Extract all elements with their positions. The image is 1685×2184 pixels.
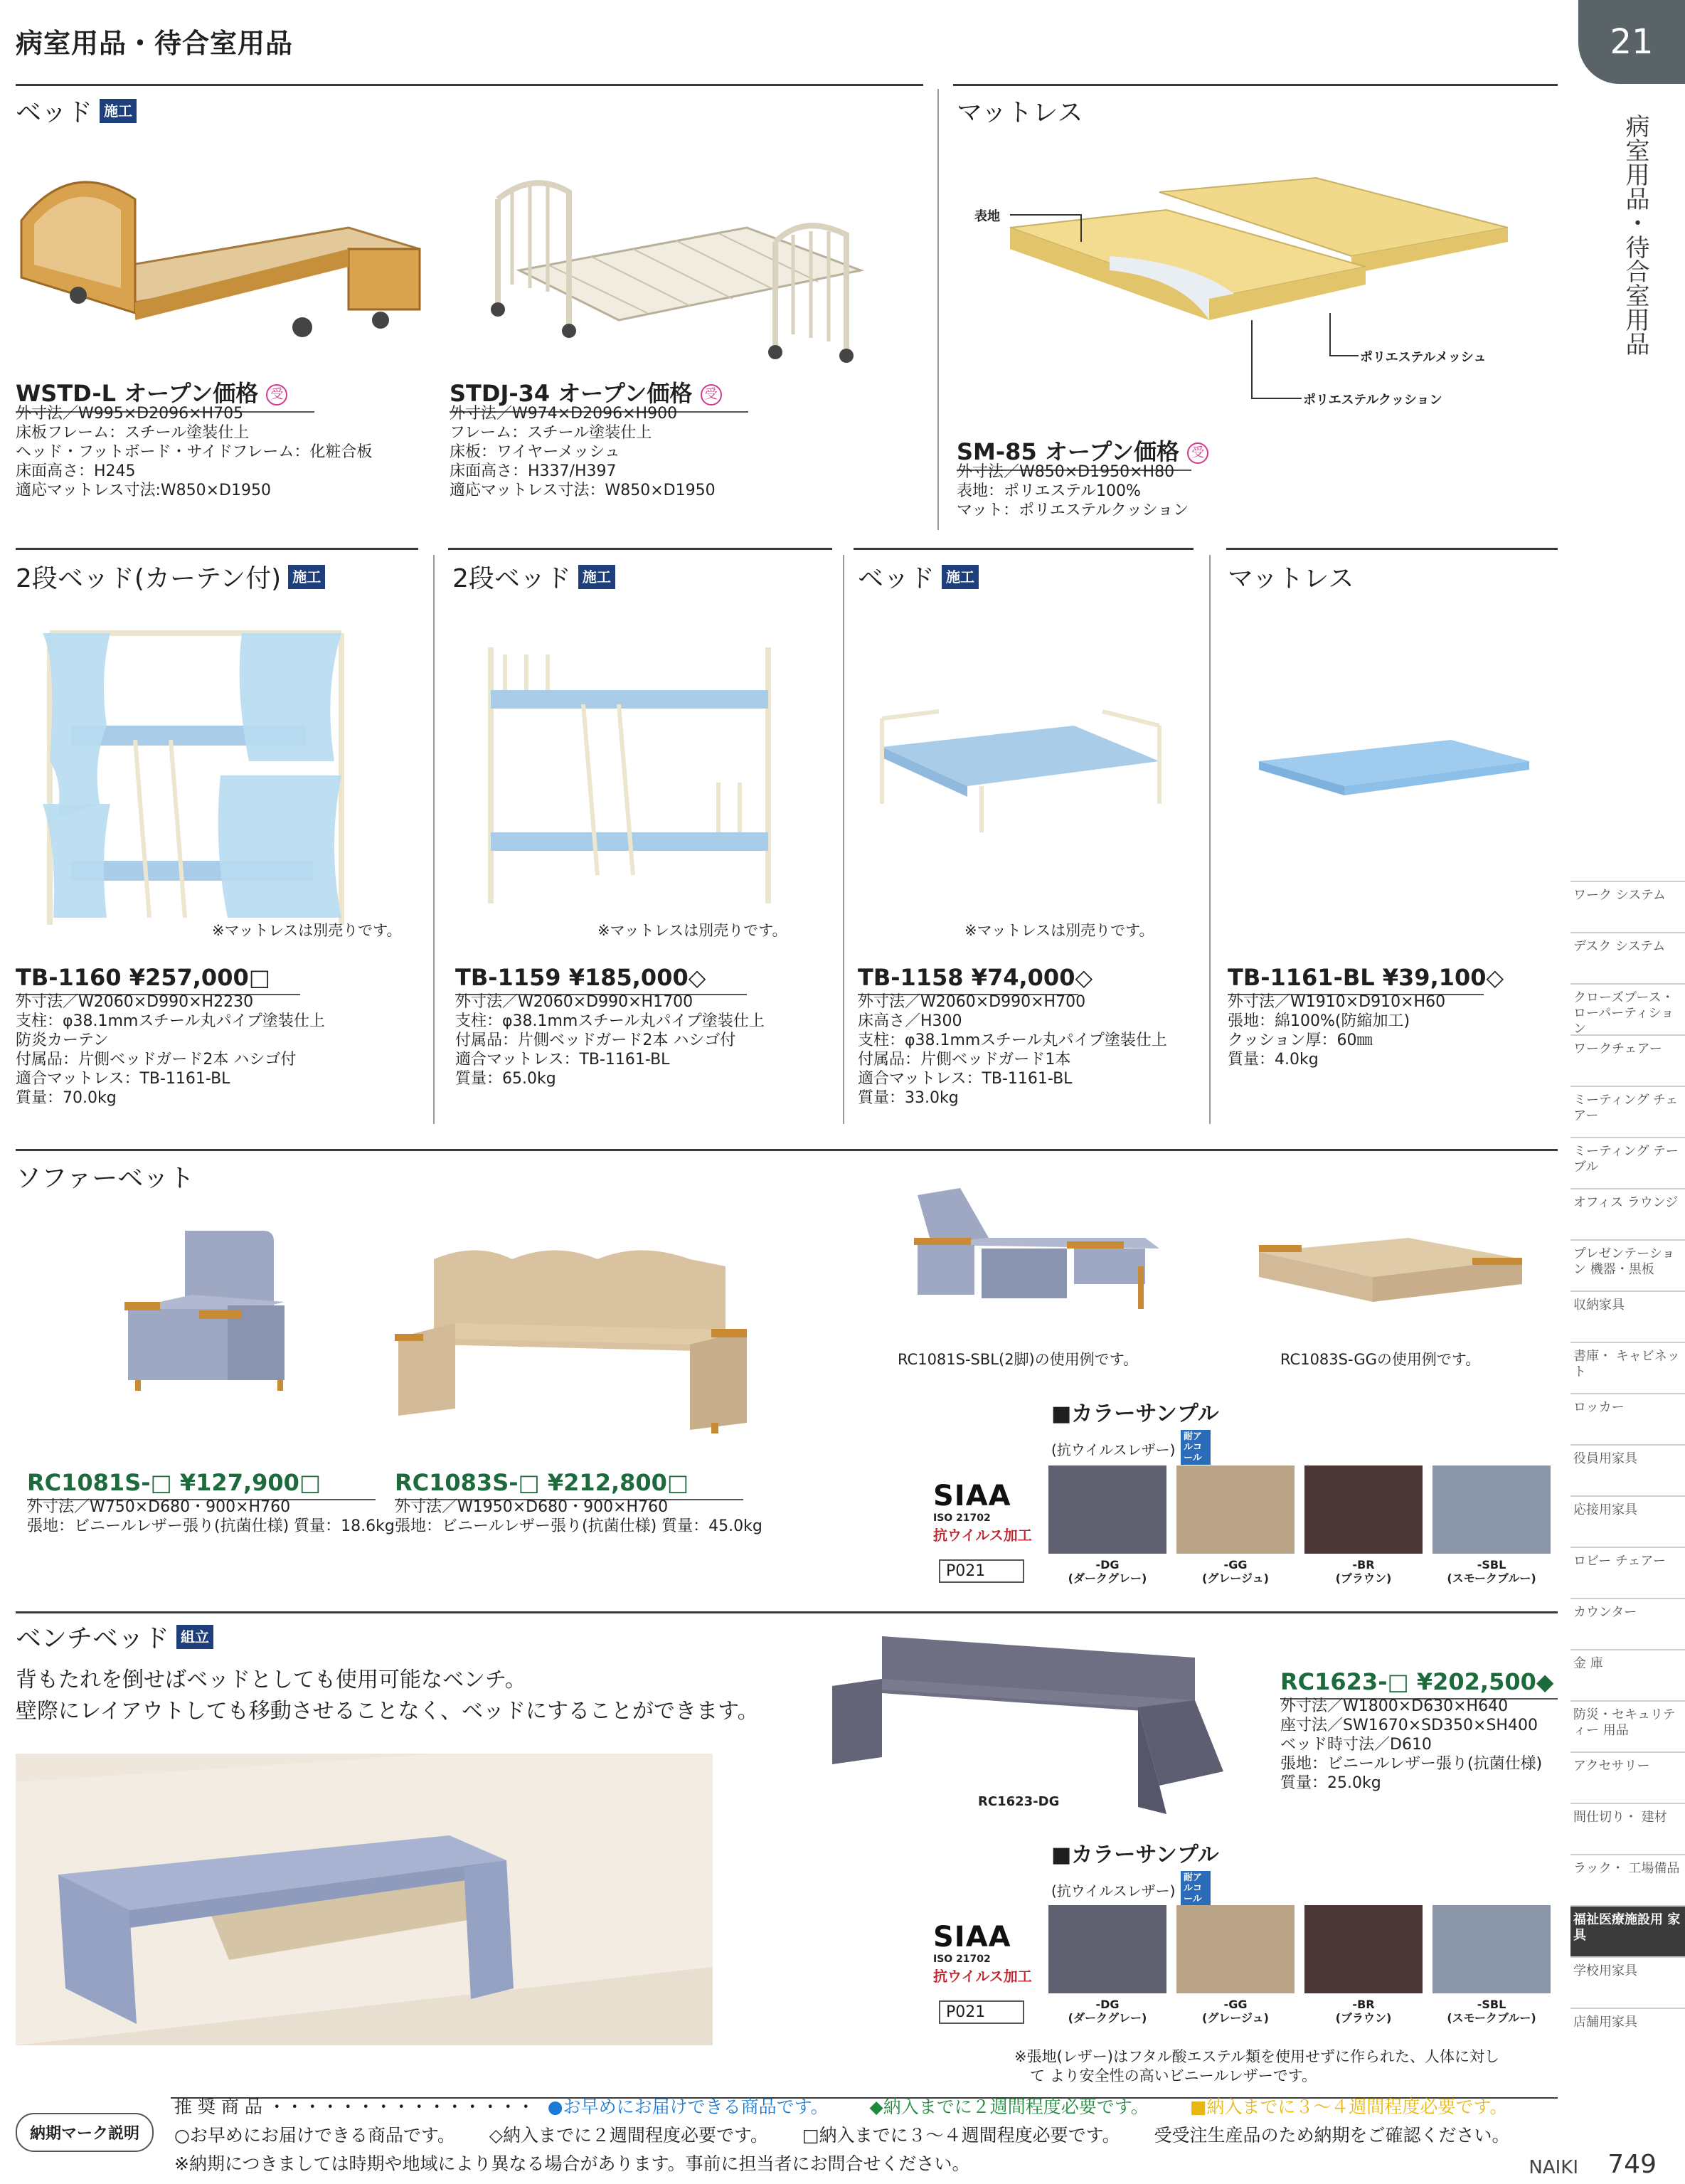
section-bunk-curtain-title: 2段ベッド(カーテン付) 施工: [16, 558, 325, 595]
install-badge: 施工: [100, 99, 137, 123]
sidebar-item[interactable]: オフィス ラウンジ: [1570, 1188, 1685, 1239]
section-bed-title: ベッド 施工: [858, 558, 979, 595]
swatch-sbl-label: -SBL (スモークブルー): [1447, 1998, 1536, 2025]
chapter-vertical-title: 病室用品・待合室用品: [1621, 114, 1649, 356]
sidebar-item[interactable]: 応接用家具: [1570, 1495, 1685, 1547]
sidebar-item[interactable]: プレゼンテーション 機器・黒板: [1570, 1239, 1685, 1290]
swatch-br[interactable]: [1304, 1465, 1423, 1554]
sidebar-item[interactable]: カウンター: [1570, 1598, 1685, 1649]
recommended-three-four-weeks: ■納入までに３～４週間程度必要です。: [1189, 2096, 1508, 2117]
wstd-l-specs: 外寸法／W995×D2096×H705 床板フレーム：スチール塗装仕上 ヘッド・フットボード・サイドフレーム：化粧合板 床面高さ：H245 適応マットレス寸法:W850×D1950: [16, 405, 373, 499]
bench-bed-room-photo: [16, 1754, 713, 2045]
wstd-l-model: WSTD-L オープン価格 受: [16, 376, 314, 413]
footer-line-1: 推 奨 商 品 ・・・・・・・・・・・・・・・ ●お早めにお届けできる商品です。 ◆納入までに２週間程度必要です。 ■納入までに３～４週間程度必要です。: [174, 2096, 1508, 2117]
stdj-34-model: STDJ-34 オープン価格 受: [450, 376, 748, 413]
siaa-mark: SIAA ISO 21702 抗ウイルス加工: [933, 1480, 1032, 1544]
order-mark: 受: [701, 384, 722, 405]
swatch-gg-label: -GG (グレージュ): [1202, 1558, 1269, 1585]
tb-1161-bl-specs: 外寸法／W1910×D910×H60 張地：綿100%(防縮加工) クッション厚：60㎜ 質量：4.0kg: [1228, 993, 1446, 1069]
p021-code: P021: [939, 1559, 1024, 1583]
section-bunk-title: 2段ベッド 施工: [452, 558, 615, 595]
sofa-caption-1: RC1081S-SBL(2脚)の使用例です。: [898, 1351, 1139, 1368]
sidebar-item[interactable]: デスク システム: [1570, 932, 1685, 983]
sidebar-item[interactable]: ワークチェアー: [1570, 1034, 1685, 1086]
sidebar-item[interactable]: ワーク システム: [1570, 881, 1685, 932]
tb-1158-specs: 外寸法／W2060×D990×H700 床高さ／H300 支柱：φ38.1mmスチール丸パイプ塗装仕上 付属品：片側ベッドガード1本 適合マットレス：TB-1161-BL 質量：33.0kg: [858, 993, 1167, 1107]
sofa-caption-2: RC1083S-GGの使用例です。: [1280, 1351, 1481, 1368]
c3-note: ※マットレスは別売りです。: [964, 922, 1154, 939]
bench-description: 背もたれを倒せばベッドとしても使用可能なベンチ。 壁際にレイアウトしても移動させることなく、ベッドにすることができます。: [16, 1668, 759, 1724]
tb-1159-specs: 外寸法／W2060×D990×H1700 支柱：φ38.1mmスチール丸パイプ塗装仕上 付属品：片側ベッドガード2本 ハシゴ付 適合マットレス：TB-1161-BL 質量：65.0kg: [455, 993, 765, 1088]
chapter-tab[interactable]: 21: [1578, 0, 1685, 84]
sidebar-item[interactable]: 福祉医療施設用 家具: [1570, 1905, 1685, 1956]
sidebar-category-list: [1570, 881, 1685, 2059]
tb-1158-model: TB-1158 ¥74,000◇: [858, 964, 1078, 995]
sidebar-item[interactable]: ロッカー: [1570, 1393, 1685, 1444]
c1-note: ※マットレスは別売りです。: [212, 922, 402, 939]
bunk-bed-curtain-image: [43, 619, 349, 932]
p021-code: P021: [939, 2000, 1024, 2024]
sidebar-item[interactable]: 防災・セキュリティー 用品: [1570, 1700, 1685, 1751]
bench-image-label: RC1623-DG: [978, 1794, 1060, 1809]
sm-85-model: SM-85 オープン価格 受: [957, 434, 1191, 471]
bench-color-title: ■カラーサンプル: [1051, 1843, 1219, 1867]
bunk-bed-image: [484, 640, 797, 911]
install-badge: 施工: [942, 565, 979, 589]
single-steel-bed-image: [875, 697, 1166, 839]
swatch-gg[interactable]: [1176, 1465, 1295, 1554]
section-sofa-bed-title: ソファーベット: [16, 1164, 195, 1193]
footer-line-2: [174, 2121, 1510, 2147]
sidebar-item[interactable]: アクセサリー: [1570, 1751, 1685, 1803]
recommended-two-weeks: ◆納入までに２週間程度必要です。: [869, 2096, 1149, 2117]
sidebar-item[interactable]: 学校用家具: [1570, 1956, 1685, 2008]
sofa-flat-usage-image: [1252, 1224, 1536, 1323]
standard-three-four-weeks: □納入までに３～４週間程度必要です。: [802, 2125, 1120, 2146]
sidebar-item[interactable]: 店舗用家具: [1570, 2008, 1685, 2059]
order-mark: 受: [266, 384, 287, 405]
label-top-fabric: 表地: [974, 209, 1000, 224]
rc1623-specs: 外寸法／W1800×D630×H640 座寸法／SW1670×SD350×SH400 ベッド時寸法／D610 張地：ビニールレザー張り(抗菌仕様) 質量：25.0kg: [1280, 1697, 1543, 1792]
sidebar-item[interactable]: クローズブース・ ローパーティション: [1570, 983, 1685, 1034]
section-mattress-label: マットレス: [957, 98, 1083, 127]
footer-line-3: ※納期につきましては時期や地域により異なる場合があります。事前に担当者にお問合せください。: [174, 2153, 970, 2174]
sofa-three-seat-image: [391, 1238, 761, 1437]
swatch-dg[interactable]: [1048, 1465, 1166, 1554]
tb-1159-model: TB-1159 ¥185,000◇: [455, 964, 747, 995]
sidebar-item[interactable]: 役員用家具: [1570, 1444, 1685, 1495]
swatch-br-label: -BR (ブラウン): [1335, 1998, 1392, 2025]
made-to-order: 受受注生産品のため納期をご確認ください。: [1154, 2125, 1510, 2146]
install-badge: 施工: [288, 565, 325, 589]
sofa-color-title: ■カラーサンプル: [1051, 1401, 1219, 1426]
sidebar-item[interactable]: 書庫・ キャビネット: [1570, 1342, 1685, 1393]
swatch-sbl[interactable]: [1432, 1465, 1551, 1554]
delivery-mark-legend: 納期マーク説明: [16, 2113, 154, 2152]
page-number: 749: [1607, 2150, 1657, 2179]
assemble-badge: 組立: [176, 1625, 213, 1649]
install-badge: 施工: [578, 565, 615, 589]
sm-85-specs: 外寸法／W850×D1950×H80 表地：ポリエステル100% マット：ポリエステルクッション: [957, 463, 1189, 519]
sidebar-item[interactable]: 収納家具: [1570, 1290, 1685, 1342]
swatch-br-label: -BR (ブラウン): [1335, 1558, 1392, 1585]
swatch-br[interactable]: [1304, 1905, 1423, 1993]
rc1081s-specs: 外寸法／W750×D680・900×H760 張地：ビニールレザー張り(抗菌仕様) 質量：18.6kg: [27, 1498, 395, 1535]
sidebar-item[interactable]: ミーティング テーブル: [1570, 1137, 1685, 1188]
tb-1160-specs: 外寸法／W2060×D990×H2230 支柱：φ38.1mmスチール丸パイプ塗装仕上 防炎カーテン 付属品：片側ベッドガード2本 ハシゴ付 適合マットレス：TB-1161-BL 質量：70.0kg: [16, 993, 325, 1107]
sofa-chair-image: [107, 1224, 306, 1394]
tb-1160-model: TB-1160 ¥257,000□: [16, 964, 300, 995]
bench-color-sub: (抗ウイルスレザー): [1051, 1882, 1176, 1899]
standard-fast: ○お早めにお届けできる商品です。: [174, 2125, 455, 2146]
blue-mattress-image: [1252, 733, 1536, 804]
swatch-dg-label: -DG (ダークグレー): [1068, 1998, 1147, 2025]
section-bench-bed-title: ベンチベッド 組立: [16, 1618, 213, 1655]
swatch-gg-label: -GG (グレージュ): [1202, 1998, 1269, 2025]
swatch-dg-label: -DG (ダークグレー): [1068, 1558, 1147, 1585]
swatch-sbl[interactable]: [1432, 1905, 1551, 1993]
rc1081s-model: RC1081S-□ ¥127,900□: [27, 1469, 376, 1500]
bench-bed-product-image: [825, 1629, 1238, 1814]
sofa-bed-usage-image: [903, 1181, 1188, 1323]
page-title: 病室用品・待合室用品: [16, 28, 294, 59]
sidebar-item[interactable]: 間仕切り・ 建材: [1570, 1803, 1685, 1854]
stdj-34-specs: 外寸法／W974×D2096×H900 フレーム：スチール塗装仕上 床板：ワイヤーメッシュ 床面高さ：H337/H397 適応マットレス寸法：W850×D1950: [450, 405, 716, 499]
standard-two-weeks: ◇納入までに２週間程度必要です。: [489, 2125, 769, 2146]
rc1083s-model: RC1083S-□ ¥212,800□: [395, 1469, 743, 1500]
swatch-dg[interactable]: [1048, 1905, 1166, 1993]
alcohol-resistant-badge: 耐アルコール: [1181, 1430, 1211, 1465]
swatch-sbl-label: -SBL (スモークブルー): [1447, 1558, 1536, 1585]
sidebar-item[interactable]: ラック・ 工場備品: [1570, 1854, 1685, 1905]
tb-1161-bl-model: TB-1161-BL ¥39,100◇: [1228, 964, 1484, 995]
swatch-gg[interactable]: [1176, 1905, 1295, 1993]
sidebar-item[interactable]: ロビー チェアー: [1570, 1547, 1685, 1598]
sofa-color-sub: (抗ウイルスレザー): [1051, 1441, 1176, 1458]
label-polyester-mesh: ポリエステルメッシュ: [1360, 350, 1487, 365]
label-polyester-cushion: ポリエステルクッション: [1303, 393, 1442, 408]
section-mattress2-title: マットレス: [1228, 564, 1354, 593]
order-mark: 受: [1187, 442, 1208, 464]
c2-note: ※マットレスは別売りです。: [597, 922, 787, 939]
sidebar-item[interactable]: ミーティング チェアー: [1570, 1086, 1685, 1137]
rc1623-model: RC1623-□ ¥202,500◆: [1280, 1668, 1558, 1700]
recommended-fast: ●お早めにお届けできる商品です。: [547, 2096, 829, 2117]
section-beds-label: ベッド: [16, 98, 93, 127]
sidebar-item[interactable]: 金 庫: [1570, 1649, 1685, 1700]
siaa-mark: SIAA ISO 21702 抗ウイルス加工: [933, 1921, 1032, 1985]
rc1083s-specs: 外寸法／W1950×D680・900×H760 張地：ビニールレザー張り(抗菌仕様) 質量：45.0kg: [395, 1498, 762, 1535]
brand-name: NAIKI: [1529, 2157, 1578, 2178]
leather-footnote: ※張地(レザー)はフタル酸エステル類を使用せずに作られた、人体に対し て より安全性の高いビニールレザーです。: [1014, 2048, 1500, 2084]
alcohol-resistant-badge: 耐アルコール: [1181, 1871, 1211, 1906]
